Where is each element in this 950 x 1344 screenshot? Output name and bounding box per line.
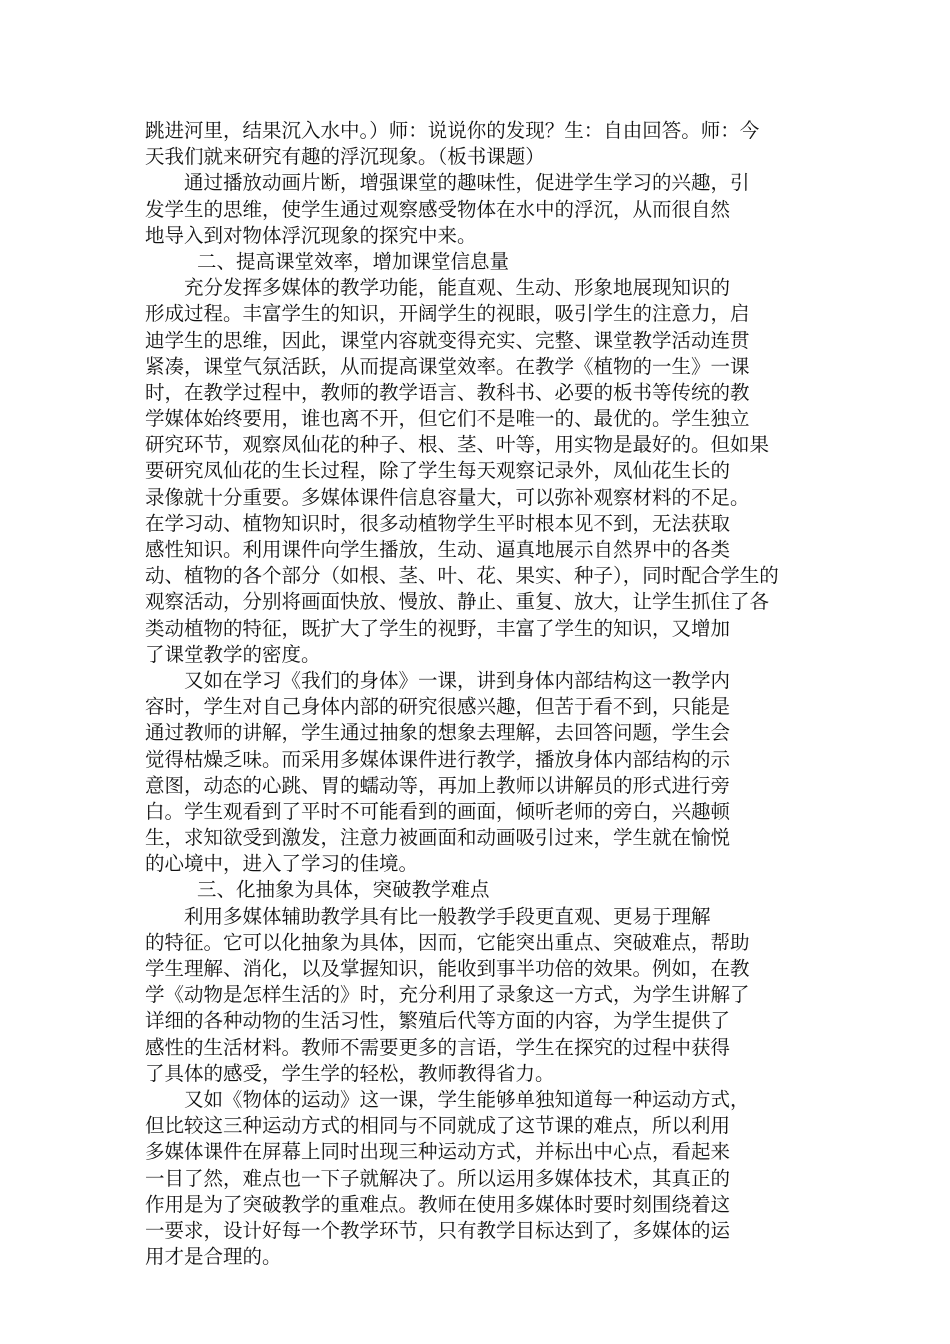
text-line: 紧凑，课堂气氛活跃，从而提高课堂效率。在教学《植物的一生》一课 [145, 354, 750, 378]
text-line: 作用是为了突破教学的重难点。教师在使用多媒体时要时刻围绕着这 [145, 1192, 731, 1216]
text-line: 动、植物的各个部分（如根、茎、叶、花、果实、种子），同时配合学生的 [145, 564, 779, 588]
text-line: 要研究凤仙花的生长过程，除了学生每天观察记录外，凤仙花生长的 [145, 459, 731, 483]
text-line: 研究环节，观察凤仙花的种子、根、茎、叶等，用实物是最好的。但如果 [145, 433, 770, 457]
text-line: 了具体的感受，学生学的轻松，教师教得省力。 [145, 1061, 555, 1085]
text-line: 通过教师的讲解，学生通过抽象的想象去理解，去回答问题，学生会 [145, 721, 731, 745]
text-line: 又如在学习《我们的身体》一课，讲到身体内部结构这一教学内 [184, 668, 731, 692]
text-line: 充分发挥多媒体的教学功能，能直观、生动、形象地展现知识的 [184, 276, 731, 300]
text-line: 地导入到对物体浮沉现象的探究中来。 [145, 223, 477, 247]
text-line: 生，求知欲受到激发，注意力被画面和动画吸引过来，学生就在愉悦 [145, 826, 731, 850]
text-line: 但比较这三种运动方式的相同与不同就成了这节课的难点，所以利用 [145, 1114, 731, 1138]
text-line: 详细的各种动物的生活习性，繁殖后代等方面的内容，为学生提供了 [145, 1009, 731, 1033]
document-page [145, 118, 820, 1270]
text-line: 利用多媒体辅助教学具有比一般教学手段更直观、更易于理解 [184, 904, 711, 928]
text-line: 类动植物的特征，既扩大了学生的视野，丰富了学生的知识，又增加 [145, 616, 731, 640]
text-line: 觉得枯燥乏味。而采用多媒体课件进行教学，播放身体内部结构的示 [145, 747, 731, 771]
text-line: 白。学生观看到了平时不可能看到的画面，倾听老师的旁白，兴趣顿 [145, 799, 731, 823]
text-line: 了课堂教学的密度。 [145, 642, 321, 666]
text-line: 学《动物是怎样生活的》时，充分利用了录象这一方式，为学生讲解了 [145, 983, 750, 1007]
text-line: 感性知识。利用课件向学生播放，生动、逼真地展示自然界中的各类 [145, 538, 731, 561]
text-line: 学生理解、消化，以及掌握知识，能收到事半功倍的效果。例如，在教 [145, 957, 750, 980]
text-line: 的特征。它可以化抽象为具体，因而，它能突出重点、突破难点，帮助 [145, 930, 750, 954]
section-heading: 二、提高课堂效率，增加课堂信息量 [197, 249, 510, 273]
text-line: 学媒体始终要用，谁也离不开，但它们不是唯一的、最优的。学生独立 [145, 407, 750, 431]
text-line: 在学习动、植物知识时，很多动植物学生平时根本见不到，无法获取 [145, 511, 731, 535]
text-line: 容时，学生对自己身体内部的研究很感兴趣，但苦于看不到，只能是 [145, 695, 731, 719]
text-line: 用才是合理的。 [145, 1245, 282, 1269]
text-line: 时，在教学过程中，教师的教学语言、教科书、必要的板书等传统的教 [145, 380, 750, 404]
text-line: 一要求，设计好每一个教学环节，只有教学目标达到了，多媒体的运 [145, 1218, 731, 1242]
text-line: 通过播放动画片断，增强课堂的趣味性，促进学生学习的兴趣，引 [184, 171, 750, 195]
text-line: 形成过程。丰富学生的知识，开阔学生的视眼，吸引学生的注意力，启 [145, 302, 750, 326]
text-line: 天我们就来研究有趣的浮沉现象。（板书课题） [145, 145, 545, 169]
text-line: 观察活动，分别将画面快放、慢放、静止、重复、放大，让学生抓住了各 [145, 590, 770, 614]
text-line: 录像就十分重要。多媒体课件信息容量大，可以弥补观察材料的不足。 [145, 485, 750, 509]
text-line: 的心境中，进入了学习的佳境。 [145, 852, 419, 876]
text-line: 跳进河里，结果沉入水中。）师：说说你的发现？生：自由回答。师：今 [145, 119, 760, 142]
text-line: 意图，动态的心跳、胃的蠕动等，再加上教师以讲解员的形式进行旁 [145, 773, 731, 797]
section-heading: 三、化抽象为具体，突破教学难点 [197, 878, 490, 902]
text-line: 又如《物体的运动》这一课，学生能够单独知道每一种运动方式， [184, 1087, 750, 1111]
text-line: 发学生的思维，使学生通过观察感受物体在水中的浮沉，从而很自然 [145, 197, 731, 221]
text-line: 一目了然，难点也一下子就解决了。所以运用多媒体技术，其真正的 [145, 1166, 731, 1190]
text-line: 多媒体课件在屏幕上同时出现三种运动方式，并标出中心点，看起来 [145, 1140, 731, 1164]
text-line: 感性的生活材料。教师不需要更多的言语，学生在探究的过程中获得 [145, 1035, 731, 1059]
text-line: 迪学生的思维，因此，课堂内容就变得充实、完整、课堂教学活动连贯 [145, 328, 750, 352]
